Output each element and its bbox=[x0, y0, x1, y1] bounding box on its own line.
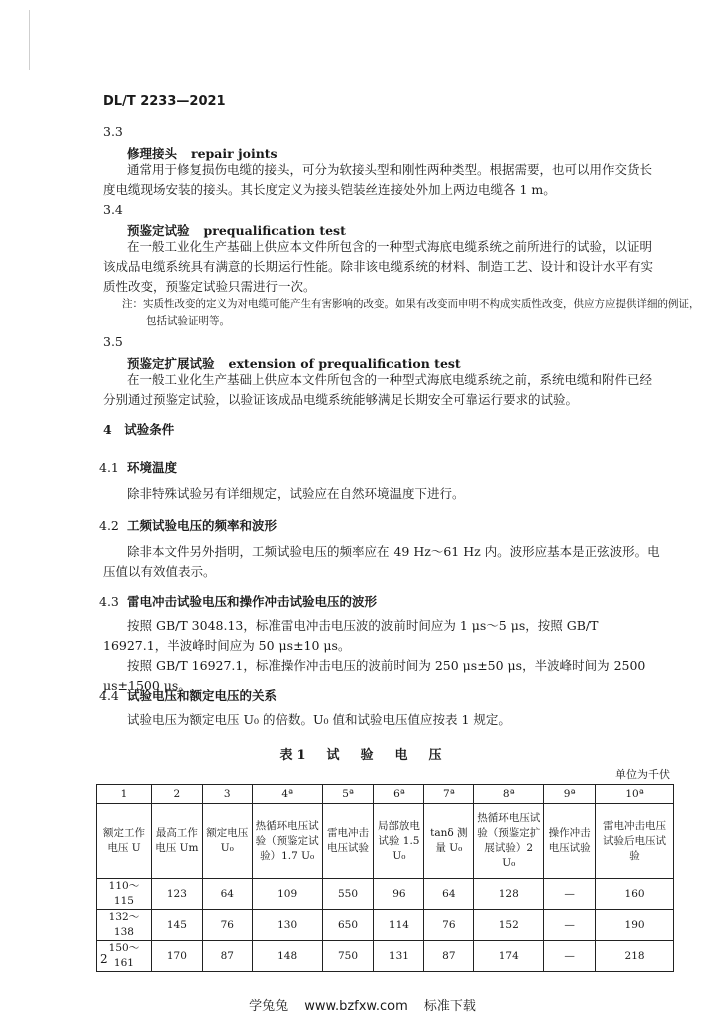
table-cell: 150～161 bbox=[97, 941, 152, 972]
table-cell: 123 bbox=[151, 879, 202, 910]
table-header-row bbox=[97, 804, 674, 879]
table-cell: 148 bbox=[252, 941, 322, 972]
table-cell: 87 bbox=[424, 941, 474, 972]
table-row bbox=[97, 941, 674, 972]
table-cell: 750 bbox=[322, 941, 374, 972]
column-number: 8ª bbox=[474, 785, 544, 804]
column-header: 额定电压 U₀ bbox=[202, 804, 252, 879]
table-cell: 76 bbox=[202, 910, 252, 941]
page-number: 2 bbox=[100, 952, 108, 966]
term-en: extension of prequalification test bbox=[228, 356, 461, 371]
table-title: 表1 试 验 电 压 bbox=[279, 748, 446, 763]
table-unit: 单位为千伏 bbox=[615, 768, 670, 781]
table-cell: 132～138 bbox=[97, 910, 152, 941]
subsection-title: 工频试验电压的频率和波形 bbox=[127, 518, 278, 533]
table-cell: 76 bbox=[424, 910, 474, 941]
subsection-number: 4.2 bbox=[99, 518, 119, 533]
table-cell: 550 bbox=[322, 879, 374, 910]
subsection-heading bbox=[99, 592, 377, 610]
footer-tagline: 标准下载 bbox=[423, 999, 476, 1014]
subsection-title: 环境温度 bbox=[127, 460, 178, 475]
table-cell: — bbox=[544, 941, 596, 972]
term-cn: 修理接头 bbox=[127, 146, 178, 161]
subsection-title: 试验电压和额定电压的关系 bbox=[127, 688, 278, 703]
table-cell: 190 bbox=[596, 910, 674, 941]
table-cell: 160 bbox=[596, 879, 674, 910]
test-voltage-table bbox=[96, 784, 674, 972]
section-heading: 4 试验条件 bbox=[103, 422, 175, 437]
column-number: 5ª bbox=[322, 785, 374, 804]
column-number: 10ª bbox=[596, 785, 674, 804]
table-row bbox=[97, 910, 674, 941]
footer-url[interactable]: www.bzfxw.com bbox=[304, 999, 408, 1014]
term-en: prequalification test bbox=[203, 223, 346, 238]
column-header: 操作冲击电压试验 bbox=[544, 804, 596, 879]
subsection-number: 4.1 bbox=[99, 460, 119, 475]
note: 注：实质性改变的定义为对电缆可能产生有害影响的改变。如果有改变而申明不构成实质性改变，供应方应提供详细的例证，包括试验证明等。 bbox=[122, 298, 700, 327]
subsection-heading bbox=[99, 516, 277, 534]
table-column-numbers bbox=[97, 785, 674, 804]
column-header: 雷电冲击电压试验 bbox=[322, 804, 374, 879]
clause-body: 除非本文件另外指明，工频试验电压的频率应在 49 Hz～61 Hz 内。波形应基本是正弦波形。电压值以有效值表示。 bbox=[103, 544, 660, 579]
column-header: 热循环电压试验（预鉴定扩展试验）2 U₀ bbox=[474, 804, 544, 879]
column-number: 3 bbox=[202, 785, 252, 804]
table-row bbox=[97, 879, 674, 910]
clause-number: 3.5 bbox=[103, 334, 123, 349]
subsection-title: 雷电冲击试验电压和操作冲击试验电压的波形 bbox=[127, 594, 378, 609]
clause-body: 按照 GB/T 16927.1，标准操作冲击电压的波前时间为 250 μs±50 μs，半波峰时间为 2500 μs±1500 μs。 bbox=[103, 658, 646, 693]
column-number: 4ª bbox=[252, 785, 322, 804]
standard-code: DL/T 2233—2021 bbox=[103, 94, 226, 109]
column-number: 1 bbox=[97, 785, 152, 804]
table-cell: 130 bbox=[252, 910, 322, 941]
table-cell: 170 bbox=[151, 941, 202, 972]
table-cell: 128 bbox=[474, 879, 544, 910]
table-cell: 64 bbox=[424, 879, 474, 910]
term-cn: 预鉴定扩展试验 bbox=[127, 356, 215, 371]
table-cell: 114 bbox=[374, 910, 424, 941]
table-cell: 87 bbox=[202, 941, 252, 972]
clause-body: 试验电压为额定电压 U₀ 的倍数。U₀ 值和试验电压值应按表 1 规定。 bbox=[127, 712, 511, 727]
column-number: 6ª bbox=[374, 785, 424, 804]
scan-margin-line bbox=[29, 10, 30, 70]
table-cell: 218 bbox=[596, 941, 674, 972]
table-cell: 110～115 bbox=[97, 879, 152, 910]
table-cell: 109 bbox=[252, 879, 322, 910]
column-header: 雷电冲击电压试验后电压试验 bbox=[596, 804, 674, 879]
column-number: 7ª bbox=[424, 785, 474, 804]
subsection-number: 4.3 bbox=[99, 594, 119, 609]
column-header: 额定工作电压 U bbox=[97, 804, 152, 879]
footer-site-name: 学兔兔 bbox=[249, 999, 289, 1014]
clause-body: 按照 GB/T 3048.13，标准雷电冲击电压波的波前时间应为 1 μs～5 μs，按照 GB/T 16927.1，半波峰时间应为 50 μs±10 μs。 bbox=[103, 618, 599, 653]
clause-body: 在一般工业化生产基础上供应本文件所包含的一种型式海底电缆系统之前所进行的试验，以证明该成品电缆系统具有满意的长期运行性能。除非该电缆系统的材料、制造工艺、设计和设计水平有实质性改变，预鉴定试验只需进行一次。 bbox=[103, 239, 654, 294]
table-cell: 174 bbox=[474, 941, 544, 972]
subsection-number: 4.4 bbox=[99, 688, 119, 703]
column-number: 2 bbox=[151, 785, 202, 804]
table-cell: 152 bbox=[474, 910, 544, 941]
clause-body: 通常用于修复损伤电缆的接头，可分为软接头型和刚性两种类型。根据需要，也可以用作交货长度电缆现场安装的接头。其长度定义为接头铠装丝连接处外加上两边电缆各 1 m。 bbox=[103, 162, 653, 197]
footer-watermark bbox=[0, 995, 725, 1014]
column-header: 局部放电试验 1.5 U₀ bbox=[374, 804, 424, 879]
table-cell: 131 bbox=[374, 941, 424, 972]
clause-number: 3.3 bbox=[103, 124, 123, 139]
term-en: repair joints bbox=[191, 146, 278, 161]
clause-body: 除非特殊试验另有详细规定，试验应在自然环境温度下进行。 bbox=[127, 486, 465, 501]
table-cell: — bbox=[544, 910, 596, 941]
table-cell: 64 bbox=[202, 879, 252, 910]
clause-number: 3.4 bbox=[103, 202, 123, 217]
subsection-heading bbox=[99, 686, 277, 704]
table-cell: 650 bbox=[322, 910, 374, 941]
table-cell: 145 bbox=[151, 910, 202, 941]
column-header: 热循环电压试验（预鉴定试验）1.7 U₀ bbox=[252, 804, 322, 879]
column-number: 9ª bbox=[544, 785, 596, 804]
column-header: tanδ 测量 U₀ bbox=[424, 804, 474, 879]
subsection-heading bbox=[99, 458, 177, 476]
term-cn: 预鉴定试验 bbox=[127, 223, 190, 238]
clause-body: 在一般工业化生产基础上供应本文件所包含的一种型式海底电缆系统之前，系统电缆和附件已经分别通过预鉴定试验，以验证该成品电缆系统能够满足长期安全可靠运行要求的试验。 bbox=[103, 372, 653, 407]
column-header: 最高工作电压 Um bbox=[151, 804, 202, 879]
table-cell: 96 bbox=[374, 879, 424, 910]
table-cell: — bbox=[544, 879, 596, 910]
